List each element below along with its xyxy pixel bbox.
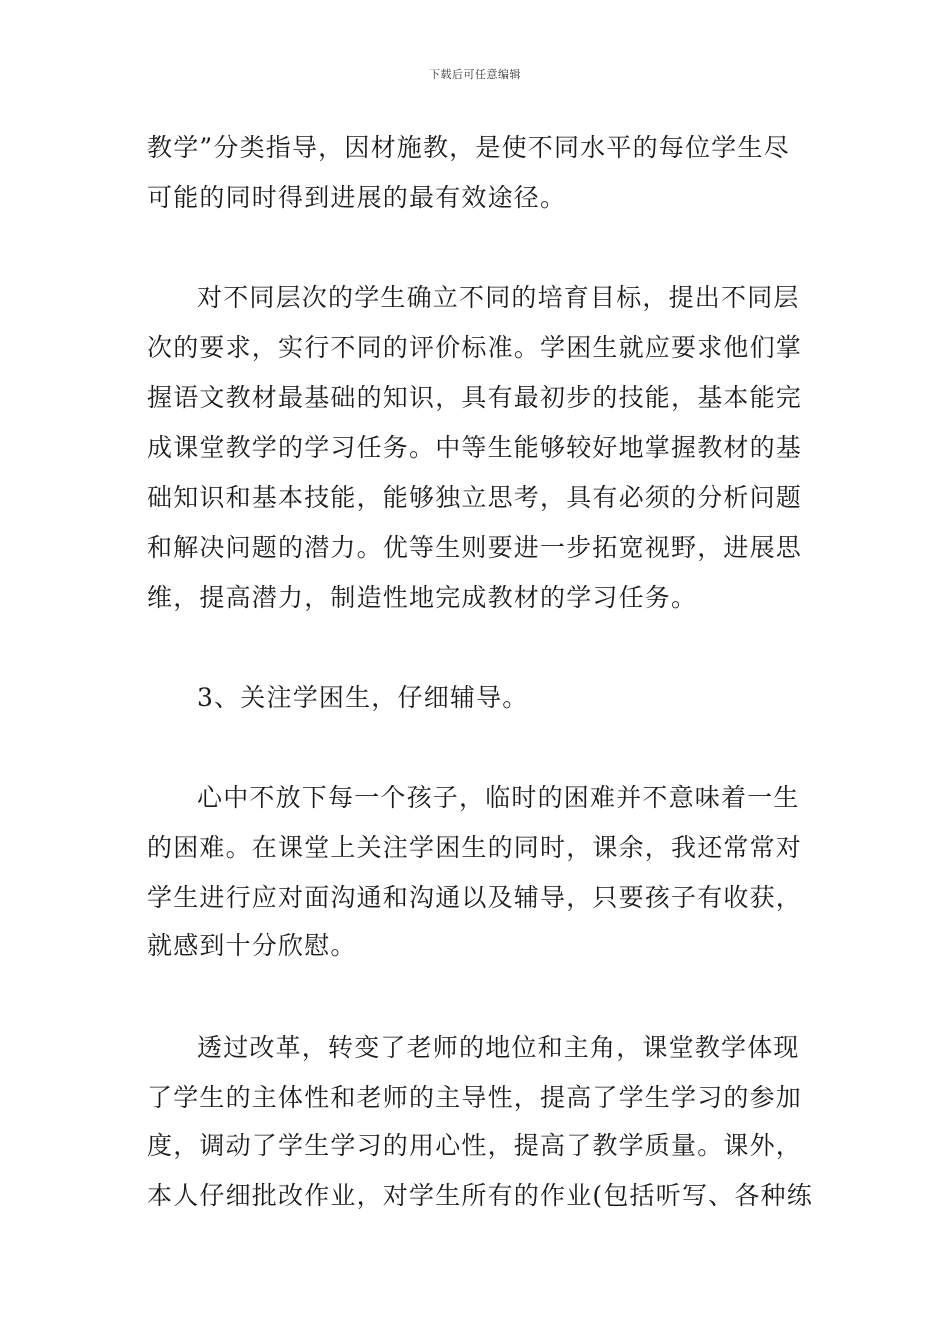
paragraph-5-line-1: 透过改革，转变了老师的地位和主角，课堂教学体现 [197, 1033, 800, 1062]
paragraph-2-line-1: 对不同层次的学生确立不同的培育目标，提出不同层 [197, 283, 800, 312]
paragraph-2-line-7: 维，提高潜力，制造性地完成教材的学习任务。 [147, 583, 698, 612]
paragraph-4-line-4: 就感到十分欣慰。 [147, 931, 357, 960]
paragraph-5-line-2: 了学生的主体性和老师的主导性，提高了学生学习的参加 [147, 1083, 803, 1112]
paragraph-2-line-2: 次的要求，实行不同的评价标准。学困生就应要求他们掌 [147, 333, 803, 362]
paragraph-1-line-1: 教学”分类指导，因材施教，是使不同水平的每位学生尽 [147, 133, 790, 162]
page-header: 下载后可任意编辑 [429, 68, 521, 81]
paragraph-2-line-5: 础知识和基本技能，能够独立思考，具有必须的分析问题 [147, 483, 803, 512]
paragraph-5-line-3: 度，调动了学生学习的用心性，提高了教学质量。课外， [147, 1131, 803, 1160]
paragraph-1-line-2: 可能的同时得到进展的最有效途径。 [147, 183, 567, 212]
paragraph-5-line-4: 本人仔细批改作业，对学生所有的作业(包括听写、各种练 [147, 1181, 813, 1210]
section-item-3: 3、关注学困生，仔细辅导。 [197, 683, 529, 712]
paragraph-4-line-3: 学生进行应对面沟通和沟通以及辅导，只要孩子有收获， [147, 883, 803, 912]
paragraph-2-line-4: 成课堂教学的学习任务。中等生能够较好地掌握教材的基 [147, 433, 803, 462]
paragraph-4-line-1: 心中不放下每一个孩子，临时的困难并不意味着一生 [197, 783, 800, 812]
paragraph-2-line-6: 和解决问题的潜力。优等生则要进一步拓宽视野，进展思 [147, 533, 803, 562]
paragraph-4-line-2: 的困难。在课堂上关注学困生的同时，课余，我还常常对 [147, 833, 803, 862]
paragraph-2-line-3: 握语文教材最基础的知识，具有最初步的技能，基本能完 [147, 383, 803, 412]
